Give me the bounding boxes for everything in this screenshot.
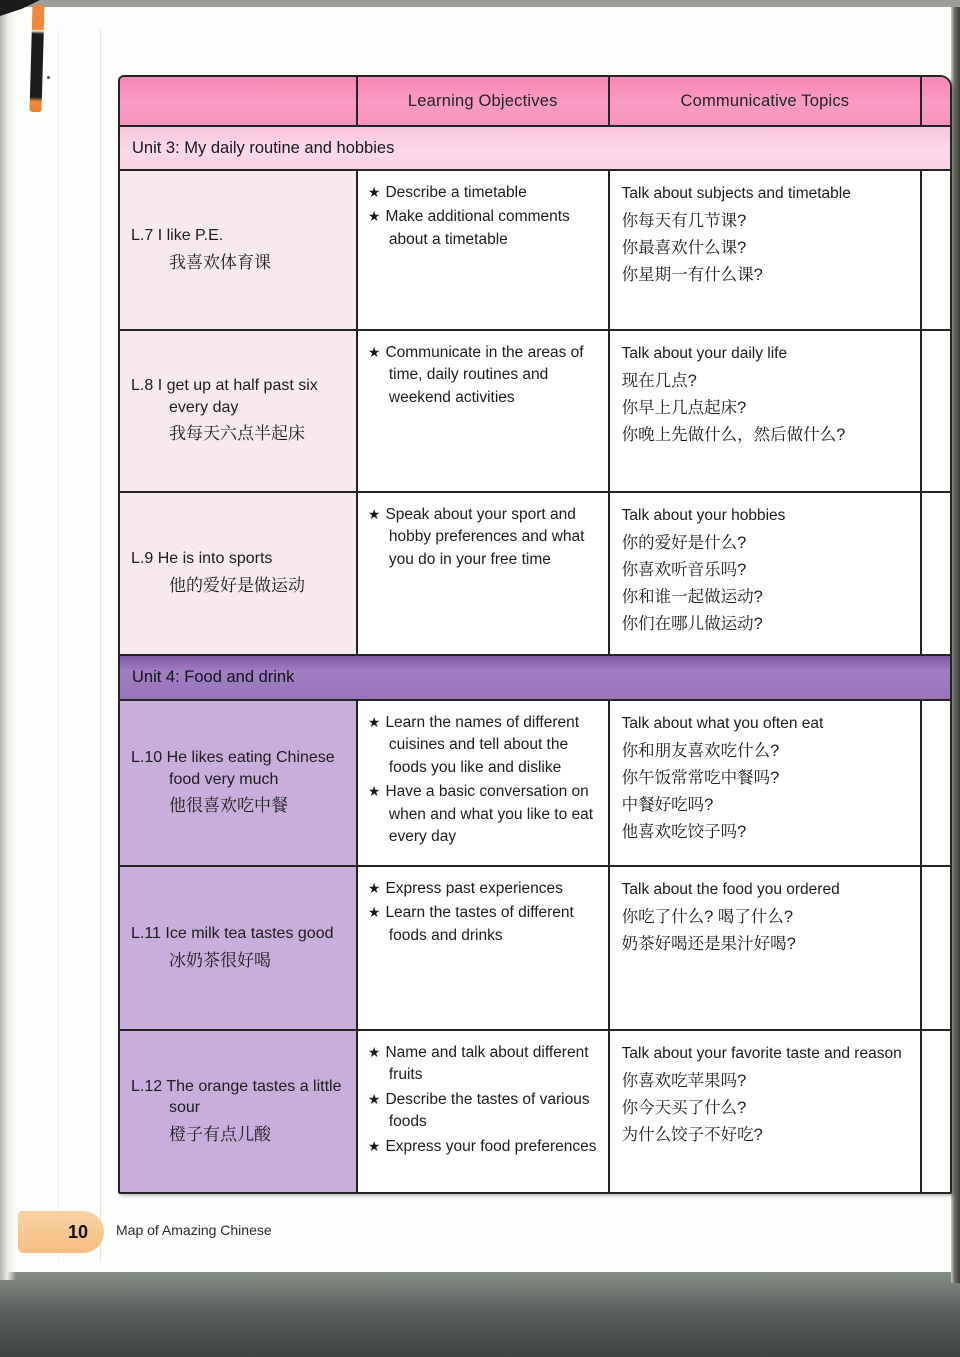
scan-top-edge: [0, 0, 960, 7]
topic-en: Talk about the food you ordered: [621, 881, 840, 898]
topic-zh: 中餐好吃吗?: [621, 796, 714, 815]
topic-en: Talk about subjects and timetable: [621, 185, 851, 202]
header-cutoff-cell: [920, 77, 950, 125]
table-header-row: [120, 77, 950, 125]
cutoff-column-cell: [920, 867, 950, 1029]
lesson-title-zh: 我每天六点半起床: [169, 424, 305, 444]
objective-item: [368, 781, 600, 848]
cutoff-column-cell: [920, 331, 950, 491]
topic-zh: 你们在哪儿做运动?: [621, 615, 763, 634]
page-number-tab: [18, 1211, 104, 1253]
objective-text: Have a basic conversation on when and what you like to eat every day: [385, 783, 594, 846]
lesson-title-zh: 橙子有点儿酸: [169, 1124, 271, 1144]
table-row-l11: [120, 865, 950, 1029]
lesson-title-en: L.11 Ice milk tea tastes good: [131, 924, 334, 942]
objective-item: [368, 504, 600, 571]
lesson-title-zh: 我喜欢体育课: [169, 252, 271, 272]
lesson-cell: [120, 1031, 356, 1192]
objective-text: Speak about your sport and hobby preferences and what you do in your free time: [385, 506, 585, 568]
topics-cell: [608, 867, 920, 1029]
objective-text: Learn the names of different cuisines and tell about the foods you like and dislike: [385, 714, 580, 776]
topic-zh: 你最喜欢什么课?: [621, 239, 747, 258]
topics-cell: [608, 1031, 920, 1192]
topics-cell: [608, 493, 920, 654]
star-bullet-icon: ★: [367, 506, 381, 522]
table-row-l8: [120, 329, 950, 491]
star-bullet-icon: ★: [367, 1137, 381, 1154]
page-number: 10: [67, 1221, 89, 1242]
topic-zh: 你晚上先做什么，然后做什么?: [621, 426, 846, 445]
lesson-title-zh: 他的爱好是做运动: [169, 576, 305, 596]
book-spine-edge: [951, 0, 960, 1283]
lesson-cell: [120, 331, 356, 491]
footer-book-title: Map of Amazing Chinese: [116, 1222, 272, 1238]
header-label: Learning Objectives: [407, 91, 558, 110]
topic-zh: 你喜欢吃苹果吗?: [621, 1072, 747, 1091]
cutoff-column-cell: [920, 493, 950, 654]
lesson-title-en: L.9 He is into sports: [131, 550, 273, 568]
unit-banner-label: Unit 3: My daily routine and hobbies: [132, 138, 395, 157]
header-learning-objectives: [356, 77, 608, 125]
topic-zh: 你的爱好是什么?: [621, 534, 747, 553]
curriculum-map-table: [118, 75, 952, 1194]
lesson-title-zh: 冰奶茶很好喝: [169, 950, 271, 970]
topic-zh: 你喜欢听音乐吗?: [621, 561, 747, 580]
underlying-page-edge: [58, 30, 59, 1260]
unit-banner-unit3: [120, 125, 950, 169]
cutoff-column-cell: [920, 1031, 950, 1192]
objective-text: Communicate in the areas of time, daily routines and weekend activities: [385, 344, 584, 406]
cutoff-column-cell: [920, 171, 950, 329]
lesson-cell: [120, 171, 356, 329]
underlying-page-edge: [100, 30, 101, 1260]
unit-banner-label: Unit 4: Food and drink: [132, 668, 295, 686]
lesson-title-en: L.12 The orange tastes a little sour: [131, 1077, 342, 1117]
objectives-cell: [356, 493, 608, 654]
star-bullet-icon: ★: [367, 1090, 381, 1107]
scanner-background: [0, 1272, 960, 1357]
objective-text: Name and talk about different fruits: [385, 1044, 589, 1084]
topic-zh: 你早上几点起床?: [621, 399, 747, 418]
star-bullet-icon: ★: [367, 344, 381, 360]
objective-item: [368, 1089, 600, 1134]
objective-item: [368, 902, 600, 947]
lesson-title-en: L.7 I like P.E.: [131, 226, 224, 244]
table-row-l12: [120, 1029, 950, 1192]
topic-zh: 现在几点?: [621, 372, 697, 391]
objective-text: Make additional comments about a timetable: [385, 208, 570, 248]
objectives-cell: [356, 331, 608, 491]
objective-item: [368, 1042, 600, 1087]
topic-zh: 你今天买了什么?: [621, 1099, 747, 1118]
lesson-title-zh: 他很喜欢吃中餐: [169, 796, 288, 816]
objective-item: [368, 182, 600, 204]
objective-text: Express your food preferences: [385, 1137, 597, 1155]
topic-en: Talk about your daily life: [621, 345, 788, 362]
objectives-cell: [356, 1031, 608, 1192]
table-row-l9: [120, 491, 950, 654]
table-row-l10: [120, 699, 950, 865]
objective-item: [368, 206, 600, 251]
objective-item: [368, 712, 600, 779]
objective-text: Learn the tastes of different foods and drinks: [385, 904, 574, 944]
cutoff-column-cell: [920, 701, 950, 865]
objective-item: [368, 1136, 600, 1158]
lesson-cell: [120, 867, 356, 1029]
header-empty-cell: [120, 77, 356, 125]
topic-zh: 你每天有几节课?: [621, 212, 747, 231]
topics-cell: [608, 331, 920, 491]
page-left-edge-shadow: [0, 0, 16, 1280]
topic-zh: 他喜欢吃饺子吗?: [621, 823, 747, 842]
table-row-l7: [120, 169, 950, 329]
topic-en: Talk about your favorite taste and reason: [621, 1045, 902, 1062]
topic-zh: 为什么饺子不好吃?: [621, 1126, 763, 1145]
unit-banner-unit4: [120, 654, 950, 699]
header-communicative-topics: [608, 77, 921, 125]
objective-text: Describe the tastes of various foods: [385, 1090, 590, 1131]
star-bullet-icon: ★: [367, 1044, 381, 1060]
topic-en: Talk about your hobbies: [621, 507, 786, 524]
star-bullet-icon: ★: [367, 184, 381, 200]
star-bullet-icon: ★: [367, 208, 381, 225]
objective-item: [368, 342, 600, 409]
topic-zh: 你和谁一起做运动?: [621, 588, 763, 607]
star-bullet-icon: ★: [367, 783, 381, 800]
lesson-cell: [120, 493, 356, 654]
objectives-cell: [356, 701, 608, 865]
objectives-cell: [356, 867, 608, 1029]
objective-text: Describe a timetable: [385, 184, 527, 201]
star-bullet-icon: ★: [367, 880, 381, 896]
topic-zh: 你星期一有什么课?: [621, 266, 763, 285]
topic-zh: 你吃了什么? 喝了什么?: [621, 908, 794, 927]
objective-item: [368, 878, 600, 900]
topics-cell: [608, 701, 920, 865]
lesson-title-en: L.8 I get up at half past six every day: [131, 377, 318, 416]
star-bullet-icon: ★: [367, 904, 381, 921]
objectives-cell: [356, 171, 608, 329]
lesson-title-en: L.10 He likes eating Chinese food very much: [131, 749, 335, 788]
topic-zh: 你和朋友喜欢吃什么?: [621, 742, 780, 761]
header-label: Communicative Topics: [680, 91, 850, 110]
star-bullet-icon: ★: [367, 714, 381, 730]
dust-speck: [47, 76, 50, 79]
topic-en: Talk about what you often eat: [621, 715, 824, 732]
objective-text: Express past experiences: [385, 880, 563, 897]
topic-zh: 你午饭常常吃中餐吗?: [621, 769, 780, 788]
lesson-cell: [120, 701, 356, 865]
topic-zh: 奶茶好喝还是果汁好喝?: [621, 935, 796, 954]
topics-cell: [608, 171, 920, 329]
